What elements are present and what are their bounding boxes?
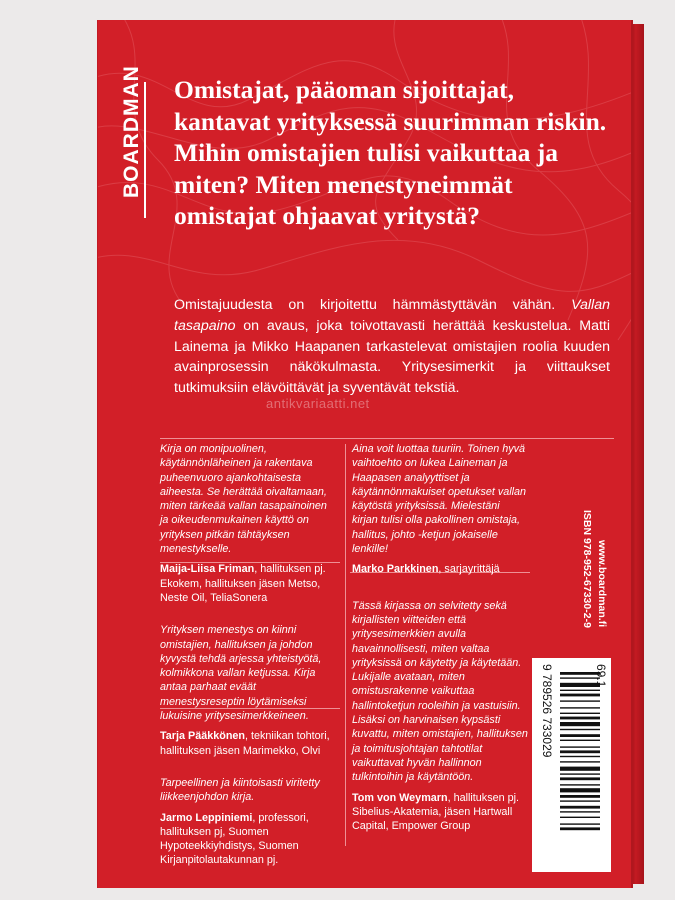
testimonial-author bbox=[160, 729, 338, 758]
testimonial-column-right bbox=[352, 442, 528, 833]
barcode-bar bbox=[560, 722, 600, 726]
barcode-bar bbox=[560, 827, 600, 830]
barcode-bar bbox=[560, 717, 600, 720]
barcode-bar bbox=[560, 746, 600, 747]
barcode-bar bbox=[560, 694, 600, 697]
barcode-bar bbox=[560, 700, 600, 701]
testimonial-author bbox=[352, 791, 528, 834]
testimonial-quote: Tässä kirjassa on selvitetty sekä kirjallisten viitteiden että yritysesimerkkien avulla havainnollisesti, miten valtaa yrityksissä on käytetty ja käytetään. Lukijalle avataan, miten omistusrakenne vaikuttaa hallintoketjun rooleihin ja vastuisiin. Lisäksi on harvinaisen kypsästi kuvattu, miten omistajien, hallituksen ja toimitusjohtajan tahtotilat vaikuttavat hyvän hallinnon tulkintoihin ja käytäntöön. bbox=[352, 599, 528, 784]
testimonial-author bbox=[160, 562, 338, 605]
barcode-bar bbox=[560, 773, 600, 774]
barcode-bar bbox=[560, 750, 600, 753]
book-spine-edge bbox=[630, 24, 644, 884]
intro-book-title: Vallan tasapaino bbox=[174, 297, 610, 334]
barcode-bar bbox=[560, 800, 600, 801]
barcode-bar bbox=[560, 806, 600, 809]
testimonial bbox=[160, 770, 338, 868]
barcode-price-code: 69.1 bbox=[594, 664, 608, 688]
barcode-bar bbox=[560, 713, 600, 714]
barcode-bar bbox=[560, 767, 600, 771]
barcode-bar bbox=[560, 817, 600, 818]
brand-rule bbox=[144, 82, 146, 218]
barcode-bar bbox=[560, 707, 600, 708]
author-title: , hallituksen pj. Sibelius-Akatemia, jäsen Hartwall Capital, Empower Group bbox=[352, 791, 520, 833]
testimonial-quote: Kirja on monipuolinen, käytännönläheinen ja rakentava puheenvuoro ajankohtaisesta aiheesta. Se herättää oivaltamaan, miten tärkeää vallan tasapainoinen ja oikeudenmukainen käyttö on yrityksen pitkän tähtäyksen menestykselle. bbox=[160, 443, 327, 556]
author-name: Maija-Liisa Friman bbox=[160, 563, 255, 576]
author-title: , sarjayrittäjä bbox=[438, 563, 500, 576]
author-title: , hallituksen pj. Ekokem, hallituksen jäsen Metso, Neste Oil, TeliaSonera bbox=[160, 563, 326, 604]
barcode bbox=[532, 658, 611, 872]
barcode-bar bbox=[560, 690, 600, 691]
intro-text-1: Omistajuudesta on kirjoitettu hämmästyttävän vähän. bbox=[174, 297, 572, 313]
testimonial bbox=[160, 617, 338, 758]
barcode-bar bbox=[560, 756, 600, 757]
testimonial-author bbox=[352, 562, 528, 576]
testimonial-author bbox=[160, 811, 338, 868]
testimonial-quote: Aina voit luottaa tuuriin. Toinen hyvä vaihtoehto on lukea Laineman ja Haapasen analyyttiset ja käytännönmakuiset opetukset vallan käytöstä yrityksissä. Mielestäni kirjan tulisi olla pakollinen omistaja, hallitus, johto -ketjun jokaiselle lenkille! bbox=[352, 443, 527, 556]
barcode-bar bbox=[560, 823, 600, 824]
divider-top bbox=[160, 438, 614, 439]
testimonial-quote: Yrityksen menestys on kiinni omistajien, hallituksen ja johdon kyvystä tehdä arjessa yhteistyötä, kolmikkona vallan ketjussa. Kirja antaa parhaat eväät menestysreseptin löytämiseksi lukuisine yritysesimerkkeineen. bbox=[160, 624, 322, 723]
author-title: , professori, hallituksen pj, Suomen Hypoteekkiyhdistys, Suomen Kirjanpitolautakunnan pj. bbox=[160, 811, 309, 867]
barcode-bar bbox=[560, 784, 600, 785]
divider-center-vertical bbox=[345, 444, 346, 846]
headline: Omistajat, pääoman sijoittajat, kantavat yrityksessä suurimman riskin. Mihin omistajien tulisi vaikuttaa ja miten? Miten menestyneimmät omistajat ohjaavat yritystä? bbox=[174, 75, 607, 231]
author-name: Tarja Pääkkönen bbox=[160, 730, 246, 743]
barcode-bar bbox=[560, 788, 600, 792]
author-name: Tom von Weymarn bbox=[352, 791, 448, 804]
book-back-cover bbox=[98, 20, 631, 888]
author-title: , tekniikan tohtori, hallituksen jäsen Marimekko, Olvi bbox=[160, 730, 330, 757]
publisher-name: BOARDMAN bbox=[120, 65, 143, 198]
barcode-bar bbox=[560, 740, 600, 741]
testimonial bbox=[352, 591, 528, 834]
testimonial-column-left bbox=[160, 442, 338, 868]
website-text: www.boardman.fi bbox=[596, 540, 608, 628]
intro-text-2: on avaus, joka toivottavasti herättää keskustelua. Matti Lainema ja Mikko Haapanen tarkastelevat omistajien roolia kuuden avainprosessin näkökulmasta. Yritysesimerkit ja viittaukset tutkimuksiin elävöittävät ja syventävät tekstiä. bbox=[174, 317, 610, 397]
barcode-bar bbox=[560, 734, 600, 737]
watermark: antikvariaatti.net bbox=[266, 396, 370, 411]
author-name: Marko Parkkinen bbox=[352, 563, 439, 576]
testimonial bbox=[160, 442, 338, 605]
testimonial bbox=[352, 442, 528, 577]
barcode-bar bbox=[560, 795, 600, 798]
barcode-bar bbox=[560, 811, 600, 812]
barcode-bar bbox=[560, 761, 600, 762]
barcode-digits: 9 789526 733029 bbox=[540, 664, 554, 758]
barcode-bar bbox=[560, 777, 600, 780]
isbn-text: ISBN 978-952-67330-2-9 bbox=[581, 510, 593, 628]
intro-paragraph bbox=[174, 295, 610, 399]
author-name: Jarmo Leppiniemi bbox=[160, 811, 253, 824]
barcode-bar bbox=[560, 729, 600, 730]
testimonial-quote: Tarpeellinen ja kiintoisasti viritetty liikkeenjohdon kirja. bbox=[160, 776, 320, 804]
